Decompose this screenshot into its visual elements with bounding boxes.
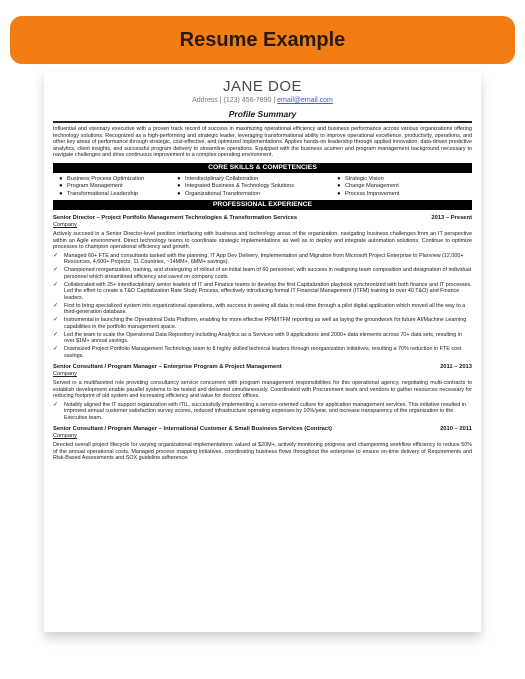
- achievement-item: ✓ Led the team to scale the Operational Data Repository including Analytics as a Services with 9 applications and 2000+ data elements across 70+ data sets, resulting in over $1M+ annual savings.: [53, 331, 462, 344]
- achievement-item: ✓ Collaborated with 25+ interdisciplinary senior leaders of IT and Finance teams to develop the first Capitalization playbook synchronized with both finance and IT processes. Led the effort to create a T&O Capitalization Rate Study Process, effectively introducing formal IT Financial Management (ITFM) training to over 40 T&O) and Finance leaders.: [53, 281, 472, 301]
- contact-phone: (123) 456-7890: [223, 97, 272, 104]
- skills-column-1: [59, 176, 177, 199]
- bullet-dot-icon: ●: [177, 175, 181, 182]
- candidate-name: JANE DOE: [222, 78, 302, 95]
- skills-column-2: [177, 176, 337, 199]
- job-dates: 2010 – 2011: [440, 426, 472, 432]
- job-header: [53, 364, 472, 370]
- contact-line: [53, 97, 472, 104]
- job-summary: Directed overall project lifecycle for varying organizational implementations valued at $20M+, actively monitoring progress and championing workflow efficiency to reduce 50% of the annual operational costs. Managed process mapping initiatives, coordinating business flows throughout the enterprise to ensure on-time delivery of Requirements and Risk-Based Assessments and SOX guideline adherence.: [53, 442, 472, 461]
- skill-item: ● Organizational Transformation: [177, 190, 260, 197]
- achievement-item: ✓ Downsized Project Portfolio Management Technology team to 8 highly skilled technical leaders through reorganization initiatives, resulting a 70% reduction in FTE cost savings.: [53, 346, 462, 359]
- skills-column-3: [337, 176, 457, 199]
- company-name: Company: [53, 433, 77, 439]
- skill-item: ● Interdisciplinary Collaboration: [177, 175, 259, 182]
- achievement-list: [53, 253, 472, 360]
- bullet-dot-icon: ●: [177, 183, 181, 189]
- bullet-dot-icon: ●: [59, 183, 63, 189]
- checkmark-icon: ✓: [53, 302, 59, 309]
- skill-item: ● Program Management: [59, 183, 123, 189]
- skill-item: ● Business Process Optimization: [59, 175, 145, 182]
- achievement-item: ✓ Instrumental in launching the Operational Data Platform, enabling for more effective PPM/ITFM reporting as well as laying the groundwork for future AI/Machine Learning capabilities in the portfolio management space.: [53, 317, 467, 330]
- skill-item: ● Transformational Leadership: [59, 190, 138, 197]
- achievement-item: ✓ Managed 60+ FTE and consultants tasked with the planning, IT App Dev Delivery, Implementation and Migration from Microsoft Project Enterprise to Planview (12,000+ Resources, 4,600+ Projects, 11 Countries, ~14MM+, 6MM+ savings).: [53, 252, 464, 265]
- contact-email-link[interactable]: email@email.com: [277, 97, 333, 104]
- skills-grid: [53, 173, 472, 200]
- bullet-dot-icon: ●: [337, 183, 341, 189]
- bullet-dot-icon: ●: [177, 190, 181, 197]
- checkmark-icon: ✓: [53, 401, 59, 408]
- checkmark-icon: ✓: [53, 331, 59, 338]
- achievement-item: ✓ Notably aligned the IT support organization with ITIL, successfully implementing a service-oriented culture for application management services. This initiative resulted in improved annual customer satisfaction survey scores, reduced infrastructure operating expenses by 10%/year, and increase transparency of the organization to the Executive team.: [53, 401, 466, 421]
- company-name: Company: [53, 222, 77, 228]
- job-title: Senior Director – Project Portfolio Management Technologies & Transformation Services: [53, 215, 298, 221]
- checkmark-icon: ✓: [53, 267, 59, 273]
- checkmark-icon: ✓: [53, 281, 59, 288]
- achievement-list: [53, 402, 472, 422]
- job-title: Senior Consultant / Program Manager – Enterprise Program & Project Management: [53, 364, 282, 370]
- section-divider: [53, 121, 472, 123]
- contact-address: Address: [192, 97, 218, 104]
- banner-title: Resume Example: [179, 28, 346, 51]
- contact-separator: |: [273, 97, 276, 104]
- job-dates: 2013 – Present: [431, 215, 472, 221]
- job-dates: 2011 – 2013: [440, 364, 472, 370]
- skill-item: ● Strategic Vision: [337, 175, 384, 182]
- checkmark-icon: ✓: [53, 317, 59, 323]
- job-header: [53, 426, 472, 432]
- achievement-item: ✓ First to bring specialized system into organizational operations, with success in seeing all data in real-time through a pilot digital application which moved all the way to a third-generation database.: [53, 302, 466, 315]
- achievement-item: ✓ Championed reorganization, training, and strategizing of rollout of an initial team of 60 personnel, with success in realigning team composition and designation of individual personnel which streamlined efficiency and saved on company costs.: [53, 267, 471, 280]
- job-summary: Actively succeed in a Senior Director-level position interfacing with business and technology areas of the organization, navigating business challenges from an IT perspective within an Agile environment. Direct technology teams to coordinate strategic implementations as well as to deploy and integrate automation solutions. Continue to optimize processes to champion operational efficiency and growth.: [53, 231, 472, 250]
- skill-item: ● Change Management: [337, 183, 399, 189]
- company-name: Company: [53, 371, 77, 377]
- bullet-dot-icon: ●: [337, 190, 341, 197]
- bullet-dot-icon: ●: [59, 175, 63, 182]
- profile-summary-text: Influential and visionary executive with a proven track record of success in maximizing operational efficiency and business performance across various organizations offering technology solutions. Recognized as a high-performing and strategic leader, leveraging transformational ability to improve operational excellence, productivity, operations, and other key areas of performance through strategic, cost-effective, and optimized implementations. Applies hands-on leadership through applied innovation, data-driven predictive analytics, client insights, and successful program delivery to streamline operations. Equipped with the business acumen and program management background necessary to navigate challenges and drive continuous improvement in a complex operating environment.: [53, 126, 472, 158]
- resume-document: [44, 72, 481, 632]
- core-skills-heading: CORE SKILLS & COMPETENCIES: [53, 163, 472, 173]
- contact-separator: |: [219, 97, 222, 104]
- checkmark-icon: ✓: [53, 346, 59, 352]
- professional-experience-heading: PROFESSIONAL EXPERIENCE: [53, 200, 472, 210]
- checkmark-icon: ✓: [53, 252, 59, 259]
- skill-item: ● Process Improvement: [337, 190, 400, 197]
- job-title: Senior Consultant / Program Manager – International Customer & Small Business Services (Contract): [53, 426, 332, 432]
- job-header: [53, 215, 472, 221]
- skill-item: ● Integrated Business & Technology Solutions: [177, 183, 295, 189]
- job-summary: Served in a multifaceted role providing consultancy service concurrent with program management responsibilities for this operational agency, negotiating multi-contracts to establish development enable parallel systems to be tested and delivered simultaneously. Coordinated with Procurement team and vendors to gather resources necessary for reducing footprint of old system and increasing efficiency and value for doctors' offices.: [53, 380, 472, 399]
- bullet-dot-icon: ●: [59, 190, 63, 197]
- profile-summary-heading: Profile Summary: [228, 109, 297, 119]
- resume-example-banner: [10, 16, 515, 64]
- bullet-dot-icon: ●: [337, 175, 341, 182]
